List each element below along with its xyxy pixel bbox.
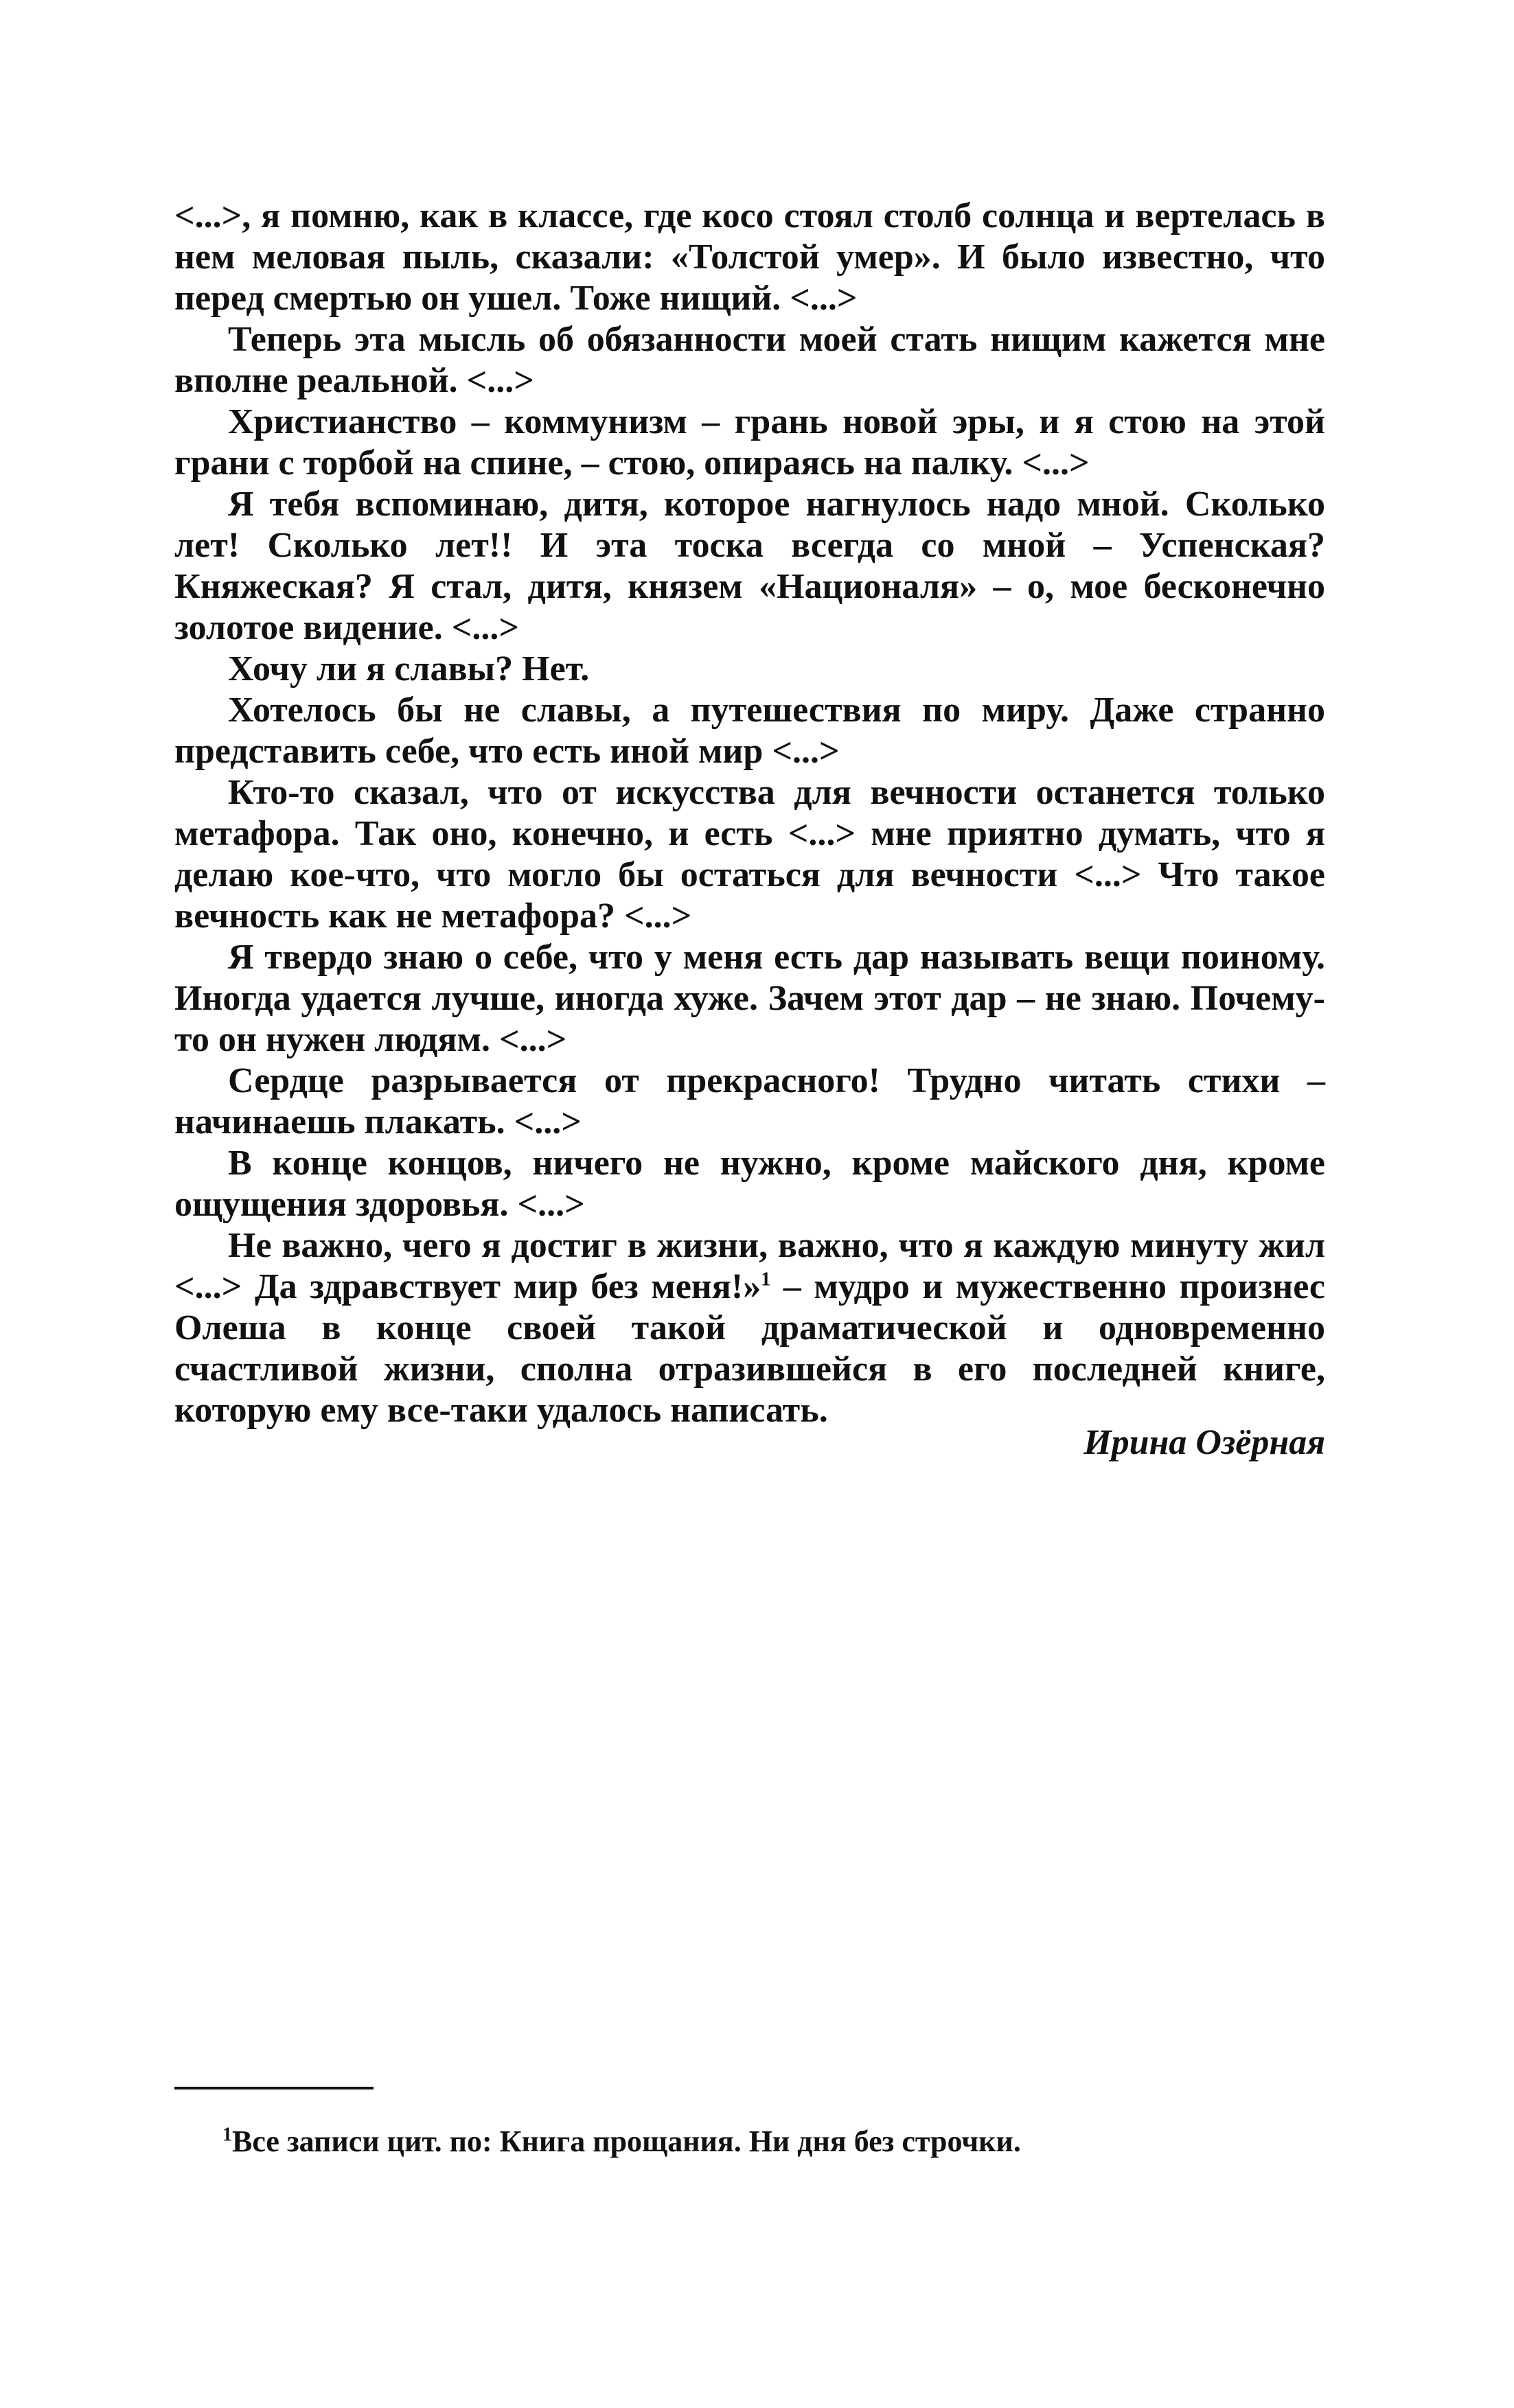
paragraph: <...>, я помню, как в классе, где косо стоял столб солнца и вертелась в нем меловая пыль, сказали: «Толстой умер». И было известно, что перед смертью он ушел. Тоже нищий. <...> (174, 196, 1325, 318)
paragraph: Сердце разрывается от прекрасного! Трудно читать стихи – начинаешь плакать. <...> (174, 1061, 1325, 1142)
author-signature: Ирина Озёрная (1083, 1423, 1325, 1462)
paragraph-text: Не важно, чего я достиг в жизни, важно, что я каждую минуту жил <...> Да здравствует мир без меня!» (174, 1226, 1325, 1306)
paragraph: Хотелось бы не славы, а путешествия по миру. Даже странно представить себе, что есть иной мир <...> (174, 691, 1325, 771)
paragraph: Хочу ли я славы? Нет. (228, 649, 590, 688)
paragraph-last (174, 1225, 1325, 1431)
paragraph: Теперь эта мысль об обязанности моей стать нищим кажется мне вполне реальной. <...> (174, 320, 1325, 400)
paragraph: Я тебя вспоминаю, дитя, которое нагнулось надо мной. Сколько лет! Сколько лет!! И эта тоска всегда со мной – Успенская? Княжеская? Я стал, дитя, князем «Националя» – о, мое бесконечно золотое видение. <...> (174, 485, 1325, 647)
paragraph: Христианство – коммунизм – грань новой эры, и я стою на этой грани с торбой на спине, – стою, опираясь на палку. <...> (174, 402, 1325, 483)
main-text (174, 196, 1325, 1431)
paragraph-text: – мудро и мужественно произнес Олеша в конце своей такой драматической и одновременно счастливой жизни, сполна отразившейся в его последней книге, которую ему все-таки удалось написать. (174, 1267, 1326, 1430)
footnote (222, 2122, 1021, 2161)
paragraph: В конце концов, ничего не нужно, кроме майского дня, кроме ощущения здоровья. <...> (174, 1144, 1325, 1224)
footnote-divider (174, 2087, 374, 2089)
footnote-text: Все записи цит. по: Книга прощания. Ни дня без строчки. (232, 2125, 1021, 2158)
footnote-reference: 1 (761, 1269, 771, 1290)
paragraph: Кто-то сказал, что от искусства для вечности останется только метафора. Так оно, конечно, и есть <...> мне приятно думать, что я делаю кое-что, что могло бы остаться для вечности <...> Что такое вечность как не метафора? <...> (174, 773, 1325, 936)
footnote-mark: 1 (222, 2124, 232, 2146)
paragraph: Я твердо знаю о себе, что у меня есть дар называть вещи поиному. Иногда удается лучше, иногда хуже. Зачем этот дар – не знаю. Почему-то он нужен людям. <...> (174, 938, 1325, 1059)
